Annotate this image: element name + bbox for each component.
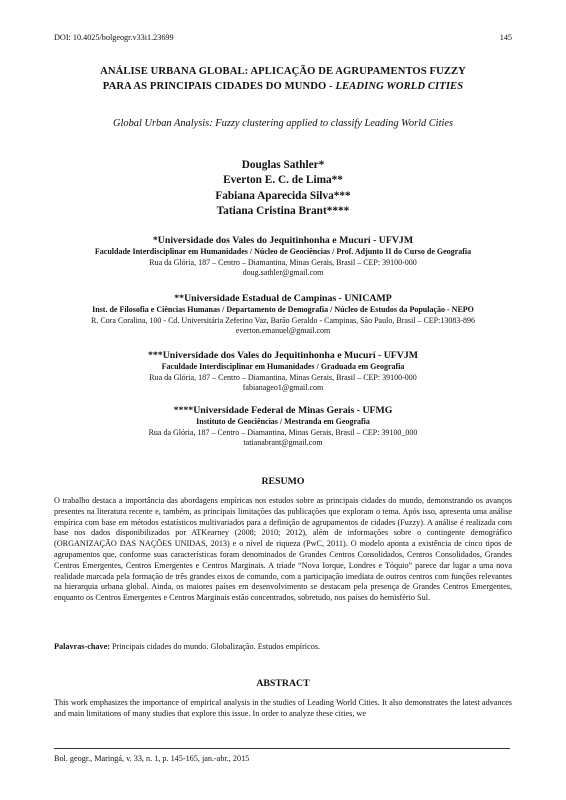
abstract-text: This work emphasizes the importance of empirical analysis in the studies of Leading World Cities. It also demonstrates the latest advances and main limitations of many studies that explore this issue. In order to analyze these cities, we (54, 698, 512, 718)
page-number: 145 (499, 33, 512, 42)
affiliation-email[interactable]: tatianabrant@gmail.com (243, 438, 323, 448)
affiliation-1 (40, 234, 526, 279)
affiliation-university: ****Universidade Federal de Minas Gerais - UFMG (173, 405, 393, 416)
english-subtitle: Global Urban Analysis: Fuzzy clustering applied to classify Leading World Cities (113, 118, 453, 129)
affiliation-address: Rua da Glória, 187 – Centro – Diamantina, Minas Gerais, Brasil – CEP: 39100-000 (149, 372, 417, 382)
affiliation-4 (40, 404, 526, 449)
footer-divider (54, 748, 510, 749)
affiliation-2 (40, 292, 526, 337)
title-line-2 (54, 79, 512, 94)
title-line-2-main: PARA AS PRINCIPAIS CIDADES DO MUNDO - (102, 81, 336, 92)
affiliation-address: Rua da Glória, 187 – Centro – Diamantina, Minas Gerais, Brasil – CEP: 39100-000 (149, 257, 417, 267)
affiliation-university: ***Universidade dos Vales do Jequitinhonha e Mucurí - UFVJM (148, 350, 418, 361)
resumo-text: O trabalho destaca a importância das abordagens empíricas nos estudos sobre as principais cidades do mundo, demonstrando os avanços presentes na literatura recente e, também, as principais limitações das publicações que exploram o tema. Após isso, apresenta uma análise empírica com base em métodos estatísticos multivariados para a definição de agrupamentos de cidades (Fuzzy). A análise é realizada com base nos dados disponibilizados por ATKearney (2008; 2010; 2012), além de informações sobre o contingente demográfico (ORGANIZAÇÃO DAS NAÇÕES UNIDAS, 2013) e o nível de riqueza (PwC, 2011). O modelo aponta a existência de cinco tipos de agrupamentos que, conforme suas características foram denominados de Grandes Centros Consolidados, Centros Consolidados, Grandes Centros Emergentes, Centros Emergentes e Centros Marginais. A tríade “Nova Iorque, Londres e Tóquio” parece dar lugar a uma nova realidade marcada pela formação de três grandes eixos de comando, com a participação imediata de outros centros com funções relevantes na hierarquia urbana global. Ainda, os maiores países em desenvolvimento se destacam pela presença de Grandes Centros Emergentes, enquanto os Centros Emergentes e Centros Marginais estão concentrados, sobretudo, nos países do hemisfério Sul. (54, 496, 512, 603)
affiliation-university: **Universidade Estadual de Campinas - UNICAMP (174, 293, 392, 304)
affiliation-department: Instituto de Geociências / Mestranda em Geografia (196, 417, 370, 426)
affiliation-university: *Universidade dos Vales do Jequitinhonha e Mucurí - UFVJM (152, 235, 414, 246)
title-line-1: ANÁLISE URBANA GLOBAL: APLICAÇÃO DE AGRUPAMENTOS FUZZY (100, 66, 466, 77)
affiliation-department: Faculdade Interdisciplinar em Humanidades / Graduada em Geografia (161, 362, 405, 371)
author-name: Everton E. C. de Lima** (223, 174, 343, 187)
affiliation-address: Rua da Glória, 187 – Centro – Diamantina, Minas Gerais, Brasil – CEP: 39100_000 (148, 427, 418, 437)
author-name: Douglas Sathler* (241, 159, 325, 171)
author-list (54, 158, 512, 220)
affiliation-3 (40, 349, 526, 394)
affiliation-department: Inst. de Filosofia e Ciências Humanas / Departamento de Demografia / Núcleo de Estudos da População - NEPO (92, 305, 474, 314)
journal-footer: Bol. geogr., Maringá, v. 33, n. 1, p. 145-165, jan.-abr., 2015 (54, 754, 250, 763)
abstract-heading: ABSTRACT (256, 678, 310, 689)
keywords-line (54, 642, 512, 653)
keywords-label: Palavras-chave: (54, 642, 110, 651)
doi-text[interactable]: DOI: 10.4025/bolgeogr.v33i1.23699 (54, 33, 174, 42)
affiliation-department: Faculdade Interdisciplinar em Humanidades / Núcleo de Geociências / Prof. Adjunto II do Curso de Geografia (94, 247, 472, 256)
affiliation-email[interactable]: fabianageo1@gmail.com (242, 383, 324, 393)
resumo-heading: RESUMO (261, 476, 305, 487)
affiliation-email[interactable]: doug.sathler@gmail.com (242, 268, 324, 278)
paper-title (54, 64, 512, 94)
affiliation-email[interactable]: everton.emanuel@gmail.com (235, 326, 331, 336)
title-line-2-italic: LEADING WORLD CITIES (335, 81, 464, 92)
running-head (54, 33, 512, 42)
affiliation-address: R. Cora Coralina, 100 - Cd. Universitária Zeferino Vaz, Barão Geraldo - Campinas, São Paulo, Brasil – CEP:13083-896 (91, 315, 475, 325)
keywords-list: Principais cidades do mundo. Globalização. Estudos empíricos. (109, 642, 321, 651)
author-name: Tatiana Cristina Brant**** (216, 205, 350, 218)
author-name: Fabiana Aparecida Silva*** (215, 189, 351, 202)
